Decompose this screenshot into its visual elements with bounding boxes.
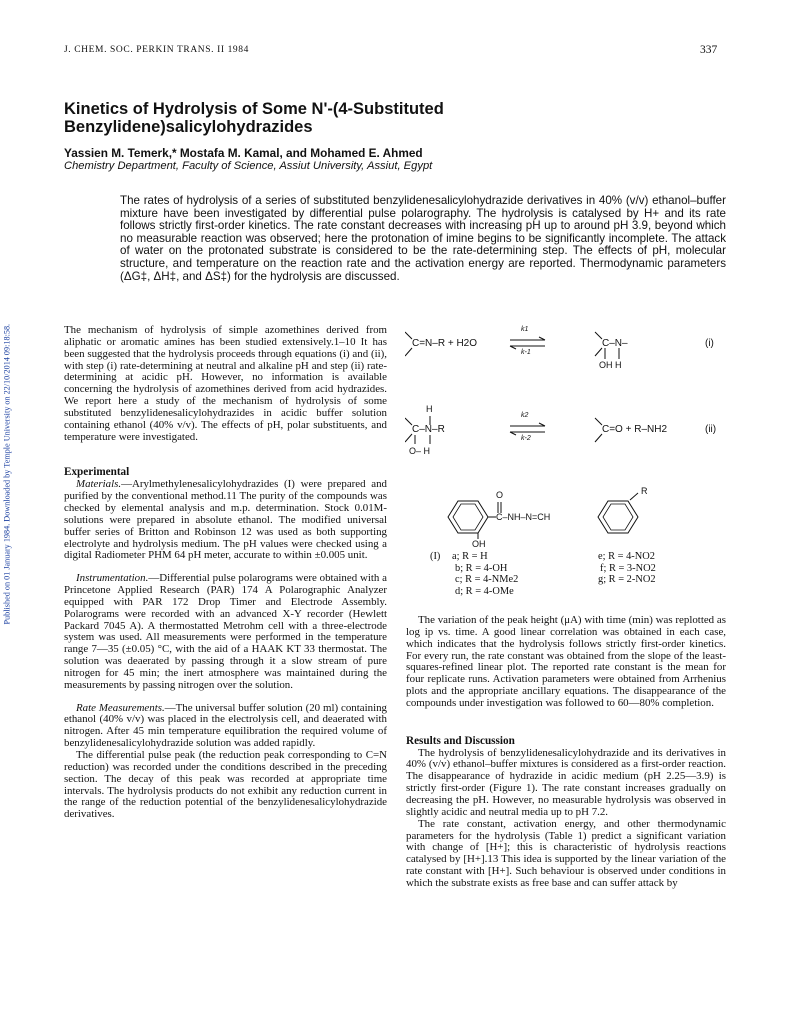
eq2-k-forward: k2 xyxy=(521,412,529,419)
rate-text: —The universal buffer solution (20 ml) containing ethanol (40% v/v) was placed in the electrolysis cell, and deaerated with nitrogen. After 45 min temperature equilibration the required volume of benzylidenesalicylohydrazide solution was added rapidly. xyxy=(64,701,387,750)
article-title: Kinetics of Hydrolysis of Some N'-(4-Substituted Benzylidene)salicylohydrazides xyxy=(64,100,444,136)
page-number: 337 xyxy=(700,44,718,56)
reaction-equations xyxy=(405,322,730,497)
rate-label: Rate Measurements. xyxy=(76,701,165,714)
materials-paragraph xyxy=(64,479,387,562)
right-column xyxy=(406,615,726,890)
peak-paragraph: The variation of the peak height (μA) with time (min) was replotted as log ip vs. time. A good linear correlation was obtained in each case, which indicates that the hydrolysis follows strictly first-order kinetics. For every run, the rate constant was obtained from the slope of the least-squares-refined linear plot. The reported rate constant is the mean for four replicate runs. Activation parameters were obtained from Arrhenius plots and the appropriate ancillary equations. The disappearance of the compounds under investigation was followed to 60—80% completion. xyxy=(406,614,726,709)
compound-e: e; R = 4-NO2 xyxy=(598,551,655,562)
eq1-reactant: C=N–R + H2O xyxy=(412,338,478,349)
carbonyl-oxygen: O xyxy=(496,490,504,500)
hydroxyl-group: OH xyxy=(472,539,486,549)
eq2-products: C=O + R–NH2 xyxy=(602,424,668,435)
instrumentation-paragraph xyxy=(64,573,387,691)
compound-b: b; R = 4-OH xyxy=(455,562,508,574)
eq1-number: (i) xyxy=(705,338,714,349)
intro-paragraph: The mechanism of hydrolysis of simple azomethines derived from aliphatic or aromatic amines has been studied extensively.1–10 It has been suggested that the hydrolysis proceeds through equations (i) and (ii), with step (i) rate-determining at neutral and alkaline pH and step (ii) rate-determining at acidic pH. However, no information is available concerning the hydrolysis of azomethines derived from acid hydrazides. We report here a study of the mechanism of hydrolysis of some substituted benzylidenesalicylohydrazides in acidic buffer solution containing ethanol (40% v/v). The effects of pH, polar substituents, and temperature were investigated. xyxy=(64,324,387,443)
eq2-substituents: O– H xyxy=(409,446,431,456)
abstract: The rates of hydrolysis of a series of substituted benzylidenesalicylohydrazide derivatives in 40% (v/v) ethanol–buffer mixture have been investigated by differential pulse polarography. The hydrolysis is catalysed by H+ and its rate follows strictly first-order kinetics. The rate constant decreases with increasing pH up to around pH 3.9, beyond which no measurable reaction was observed; here the protonation of imine begins to be significantly incomplete. The attack of water on the protonated substrate is considered to be the rate-determining step. The effects of pH, molecular structure, and temperature on the reaction rate and the activation energy are reported. Thermodynamic parameters (ΔG‡, ΔH‡, and ΔS‡) for the hydrolysis are discussed. xyxy=(120,194,726,283)
compound-list-right xyxy=(598,551,728,586)
compound-d: d; R = 4-OMe xyxy=(455,585,514,597)
instrumentation-label: Instrumentation. xyxy=(76,572,149,585)
results-paragraph: The hydrolysis of benzylidenesalicylohydrazide and its derivatives in 40% (v/v) ethanol–buffer mixtures is considered as a first-order reaction. The disappearance of hydrazide in acidic medium (pH 2.25—3.9) is strictly first-order (Figure 1). The rate constant increases gradually on decreasing the pH. However, no measurable hydrolysis was observed in slightly acidic and neutral media up to pH 7.2. xyxy=(406,746,726,818)
experimental-heading: Experimental xyxy=(64,466,130,479)
r-substituent: R xyxy=(641,486,648,496)
affiliation: Chemistry Department, Faculty of Science, Assiut University, Assiut, Egypt xyxy=(64,160,433,172)
eq1-k-reverse: k-1 xyxy=(521,349,531,356)
compound-structure xyxy=(440,486,670,550)
compound-list-left xyxy=(452,551,592,597)
download-sidebar: Published on 01 January 1984. Downloaded by Temple University on 22/10/2014 09:18:58. xyxy=(2,323,12,625)
eq2-number: (ii) xyxy=(705,424,717,435)
eq1-product: C–N– xyxy=(602,338,628,349)
eq2-hydrogen: H xyxy=(426,404,433,414)
compound-label: (I) xyxy=(430,551,441,562)
compound-g: g; R = 2-NO2 xyxy=(598,574,656,585)
compound-c: c; R = 4-NMe2 xyxy=(455,574,519,585)
eq2-k-reverse: k-2 xyxy=(521,435,531,442)
instrumentation-text: —Differential pulse polarograms were obtained with a Princetone Applied Research (PAR) 174 A Polarographic Analyzer equipped with PAR 172 Drop Timer and Electrode Assembly. Polarograms were recorded with an advanced X-Y recorder (Hewlett Packard 7045 A). A thermostatted Metrohm cell with a three-electrode system was used. All measurements were performed in the temperature range 7—35 (±0.05) °C, with the aid of a HAAK KT 33 thermostat. The solution was deaerated by passing through it a slow stream of pure nitrogen for 45 min; the inert atmosphere was maintained during the measurements by passing nitrogen over the solution. xyxy=(64,572,387,691)
rate-constant-paragraph: The rate constant, activation energy, and other thermodynamic parameters for the hydrolysis (Table 1) predict a significant variation with change of [H+]; this is characteristic of hydrolysis reactions catalysed by [H+].13 This idea is supported by the linear variation of the rate constant with [H+]. Such behaviour is observed under conditions in which the substrate exists as free base and can suffer attack by xyxy=(406,817,726,889)
hydrazone-chain: C–NH–N=CH xyxy=(496,512,551,522)
dpp-paragraph: The differential pulse peak (the reduction peak corresponding to C=N reduction) was recorded under the conditions described in the preceding section. The decay of this peak was recorded at appropriate time intervals. The hydrolysis products do not exhibit any reduction current in the range of the reduction potential of the benzylidenesalicylohydrazide derivatives. xyxy=(64,749,387,821)
left-column xyxy=(64,325,387,821)
journal-header: J. CHEM. SOC. PERKIN TRANS. II 1984 xyxy=(64,45,249,55)
rate-paragraph xyxy=(64,703,387,750)
eq2-reactant: C–N–R xyxy=(412,424,445,435)
results-heading: Results and Discussion xyxy=(406,734,515,747)
eq1-substituents: OH H xyxy=(599,360,622,370)
eq1-k-forward: k1 xyxy=(521,326,529,333)
materials-text: —Arylmethylenesalicylohydrazides (I) were prepared and purified by the conventional method.11 The purity of the compounds was checked by elemental analysis and m.p. determination. Stock 0.01M-solutions were prepared in absolute ethanol. The modified universal buffer series of Britton and Robinson 12 was used as both supporting electrolyte and hydrolysis medium. The pH values were checked using a digital Radiometer PHM 64 pH meter, accurate to within ±0.005 unit. xyxy=(64,478,387,562)
compound-a: a; R = H xyxy=(452,551,488,562)
materials-label: Materials. xyxy=(76,478,122,491)
compound-f: f; R = 3-NO2 xyxy=(600,562,656,574)
authors: Yassien M. Temerk,* Mostafa M. Kamal, and Mohamed E. Ahmed xyxy=(64,146,423,160)
